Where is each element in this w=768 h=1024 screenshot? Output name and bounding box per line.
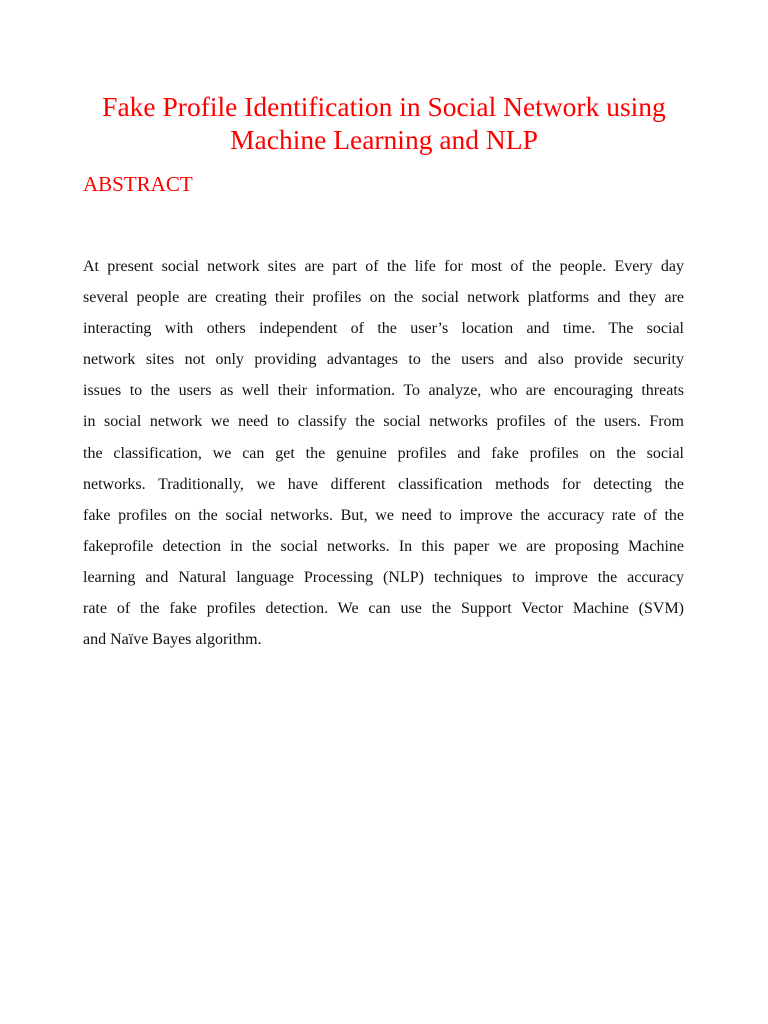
abstract-line: and Naïve Bayes algorithm. (83, 631, 262, 649)
abstract-line: several people are creating their profiles on the social network platforms and they are (83, 289, 684, 307)
abstract-line: network sites not only providing advantages to the users and also provide security (83, 351, 684, 369)
abstract-line: issues to the users as well their information. To analyze, who are encouraging threats (83, 382, 684, 400)
abstract-line: networks. Traditionally, we have different classification methods for detecting the (83, 475, 684, 493)
paper-title (60, 90, 708, 156)
abstract-line: the classification, we can get the genuine profiles and fake profiles on the social (83, 444, 684, 462)
abstract-line: learning and Natural language Processing (NLP) techniques to improve the accuracy (83, 568, 684, 586)
abstract-line: interacting with others independent of the user’s location and time. The social (83, 320, 684, 338)
abstract-paragraph (83, 251, 684, 655)
abstract-heading: ABSTRACT (83, 172, 193, 196)
abstract-line: fake profiles on the social networks. But, we need to improve the accuracy rate of the (83, 506, 684, 524)
paper-title-line-1: Fake Profile Identification in Social Network using (102, 91, 666, 122)
abstract-line: fakeprofile detection in the social networks. In this paper we are proposing Machine (83, 537, 684, 555)
paper-title-line-2: Machine Learning and NLP (230, 124, 538, 155)
abstract-line: At present social network sites are part of the life for most of the people. Every day (83, 258, 684, 275)
abstract-line: in social network we need to classify the social networks profiles of the users. From (83, 413, 684, 431)
abstract-line: rate of the fake profiles detection. We can use the Support Vector Machine (SVM) (83, 600, 684, 618)
